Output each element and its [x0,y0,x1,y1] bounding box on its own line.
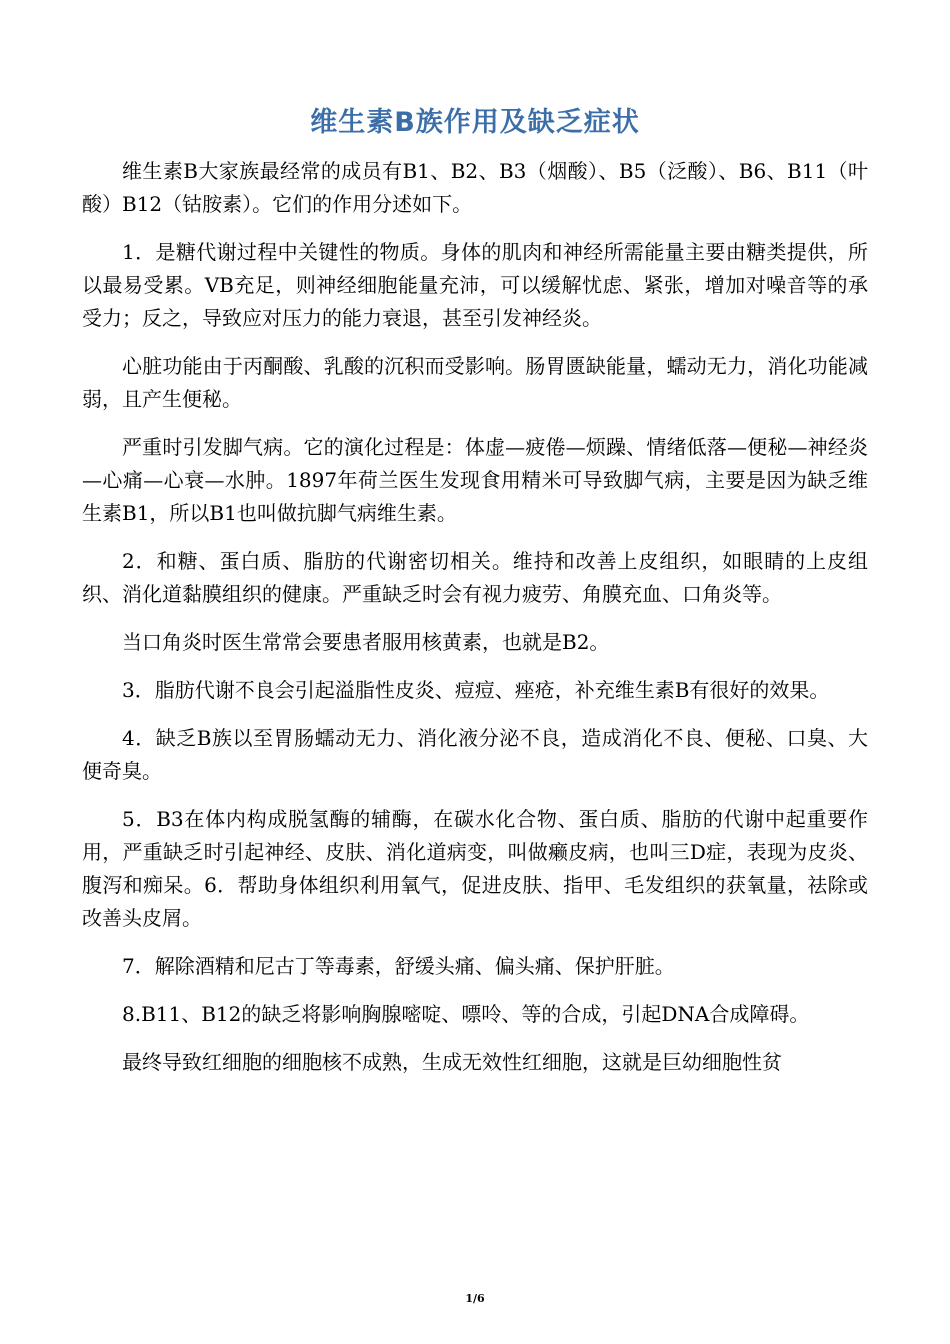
paragraph-anemia: 最终导致红细胞的细胞核不成熟，生成无效性红细胞，这就是巨幼细胞性贫 [122,1050,782,1074]
paragraph-intro: 维生素B大家族最经常的成员有B1、B2、B3（烟酸）、B5（泛酸）、B6、B11（叶酸）B12（钴胺素）。它们的作用分述如下。 [82,159,868,216]
paragraph-item-5-6: 5．B3在体内构成脱氢酶的辅酶，在碳水化合物、蛋白质、脂肪的代谢中起重要作用，严重缺乏时引起神经、皮肤、消化道病变，叫做癞皮病，也叫三D症，表现为皮炎、腹泻和痴呆。6．帮助身体组织利用氧气，促进皮肤、指甲、毛发组织的获氧量，祛除或改善头皮屑。 [82,807,868,930]
paragraph-item-4: 4．缺乏B族以至胃肠蠕动无力、消化液分泌不良，造成消化不良、便秘、口臭、大便奇臭。 [82,726,868,783]
paragraph-item-2: 2．和糖、蛋白质、脂肪的代谢密切相关。维持和改善上皮组织，如眼睛的上皮组织、消化道黏膜组织的健康。严重缺乏时会有视力疲劳、角膜充血、口角炎等。 [82,549,868,606]
paragraph-item-8: 8.B11、B12的缺乏将影响胸腺嘧啶、嘌呤、等的合成，引起DNA合成障碍。 [122,1002,810,1026]
paragraph-item-1: 1．是糖代谢过程中关键性的物质。身体的肌肉和神经所需能量主要由糖类提供，所以最易受累。VB充足，则神经细胞能量充沛，可以缓解忧虑、紧张，增加对噪音等的承受力；反之，导致应对压力的能力衰退，甚至引发神经炎。 [82,240,868,330]
paragraph-beriberi: 严重时引发脚气病。它的演化过程是：体虚—疲倦—烦躁、情绪低落—便秘—神经炎—心痛—心衰—水肿。1897年荷兰医生发现食用精米可导致脚气病，主要是因为缺乏维生素B1，所以B1也叫做抗脚气病维生素。 [82,435,868,525]
document-title: 维生素B族作用及缺乏症状 [310,107,640,138]
paragraph-item-7: 7．解除酒精和尼古丁等毒素，舒缓头痛、偏头痛、保护肝脏。 [122,954,675,978]
paragraph-heart: 心脏功能由于丙酮酸、乳酸的沉积而受影响。肠胃匮缺能量，蠕动无力，消化功能减弱，且产生便秘。 [82,354,868,411]
page-number: 1/6 [465,1292,485,1305]
paragraph-item-3: 3．脂肪代谢不良会引起溢脂性皮炎、痘痘、痤疮，补充维生素B有很好的效果。 [122,678,830,702]
paragraph-b2: 当口角炎时医生常常会要患者服用核黄素，也就是B2。 [122,630,610,654]
